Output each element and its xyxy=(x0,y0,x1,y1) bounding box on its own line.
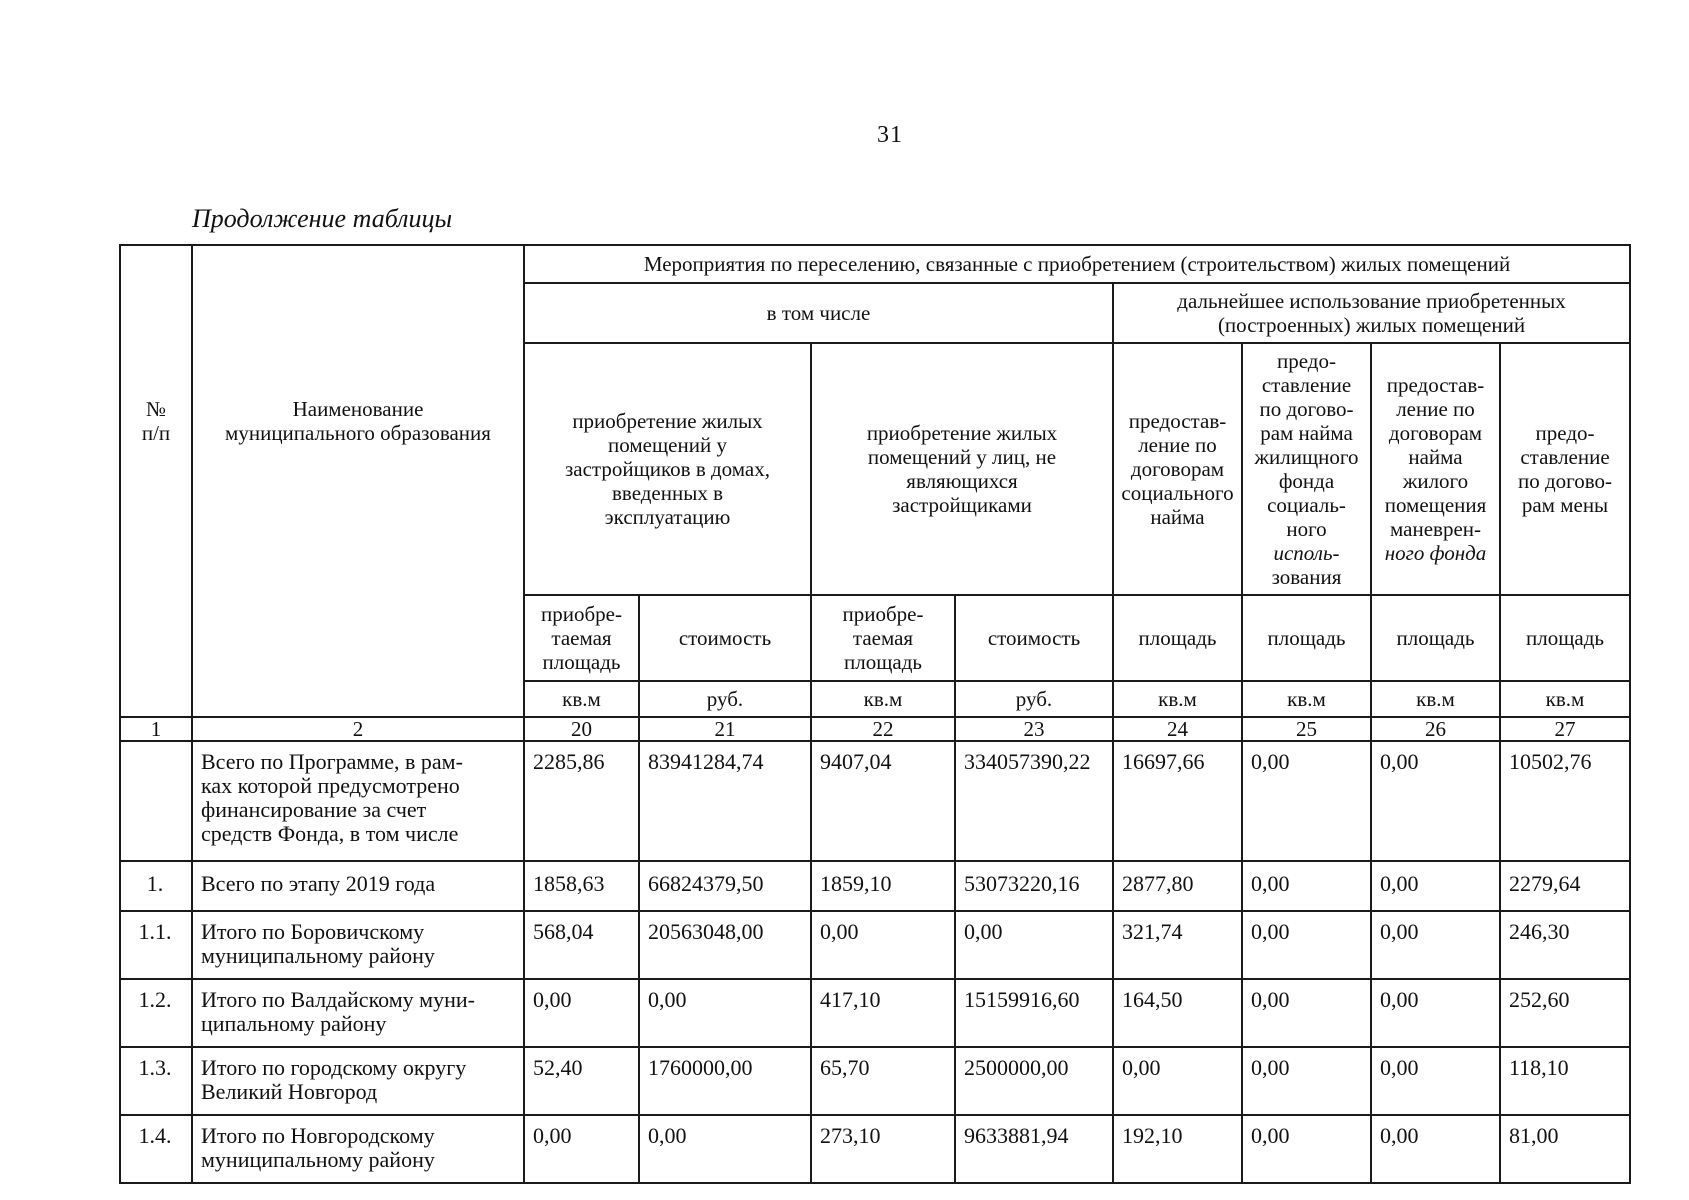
colnum-25: 25 xyxy=(1242,717,1371,741)
unit-24: кв.м xyxy=(1113,681,1242,717)
colnum-20: 20 xyxy=(524,717,639,741)
colnum-21: 21 xyxy=(639,717,811,741)
colnum-26: 26 xyxy=(1371,717,1500,741)
header-name-cont xyxy=(192,595,524,717)
header-desc-social-use: предо- ставление по догово- рам найма жилищного фонда социаль- ного исполь- зования xyxy=(1242,343,1371,595)
header-desc-exchange: предо- ставление по догово- рам мены xyxy=(1500,343,1630,595)
table-row: 1.2. Итого по Валдайскому муни- ципальному району 0,00 0,00 417,10 15159916,60 164,50 0,00 0,00 252,60 xyxy=(120,979,1630,1047)
table-row: Всего по Программе, в рам- ках которой предусмотрено финансирование за счет средств Фонда, в том числе 2285,86 83941284,74 9407,04 334057390,22 16697,66 0,00 0,00 10502,76 xyxy=(120,741,1630,861)
header-acq-area-2: приобре- таемая площадь xyxy=(811,595,955,681)
colnum-24: 24 xyxy=(1113,717,1242,741)
unit-27: кв.м xyxy=(1500,681,1630,717)
header-num-cont xyxy=(120,595,192,717)
page-number: 31 xyxy=(877,122,903,148)
header-name: Наименование муниципального образования xyxy=(192,245,524,595)
table-row: 1.4. Итого по Новгородскому муниципальному району 0,00 0,00 273,10 9633881,94 192,10 0,00 0,00 81,00 xyxy=(120,1115,1630,1183)
table-row: 1.1. Итого по Боровичскому муниципальному району 568,04 20563048,00 0,00 0,00 321,74 0,00 0,00 246,30 xyxy=(120,911,1630,979)
row-name: Итого по Новгородскому муниципальному району xyxy=(192,1115,524,1183)
continuation-label: Продолжение таблицы xyxy=(192,204,453,233)
header-cost-b: стоимость xyxy=(955,595,1113,681)
row-name: Всего по Программе, в рам- ках которой предусмотрено финансирование за счет средств Фонда, в том числе xyxy=(192,741,524,861)
row-name: Итого по городскому округу Великий Новгород xyxy=(192,1047,524,1115)
colnum-2: 2 xyxy=(192,717,524,741)
row-name: Итого по Боровичскому муниципальному району xyxy=(192,911,524,979)
row-name: Всего по этапу 2019 года xyxy=(192,861,524,911)
colnum-22: 22 xyxy=(811,717,955,741)
header-desc-maneuver: предостав- ление по договорам найма жилого помещения маневрен- ного фонда xyxy=(1371,343,1500,595)
header-area-27: площадь xyxy=(1500,595,1630,681)
resettlement-table xyxy=(119,244,1631,596)
header-desc-social: предостав- ление по договорам социального найма xyxy=(1113,343,1242,595)
header-desc-nondevelopers: приобретение жилых помещений у лиц, не являющихся застройщиками xyxy=(811,343,1113,595)
header-area-26: площадь xyxy=(1371,595,1500,681)
colnum-23: 23 xyxy=(955,717,1113,741)
header-cost-a: стоимость xyxy=(639,595,811,681)
header-further-use: дальнейшее использование приобретенных (построенных) жилых помещений xyxy=(1113,283,1630,343)
unit-23: руб. xyxy=(955,681,1113,717)
resettlement-table-body xyxy=(119,594,1631,1184)
header-area-25: площадь xyxy=(1242,595,1371,681)
unit-21: руб. xyxy=(639,681,811,717)
header-group-title: Мероприятия по переселению, связанные с приобретением (строительством) жилых помещений xyxy=(524,245,1630,283)
header-area-24: площадь xyxy=(1113,595,1242,681)
unit-20: кв.м xyxy=(524,681,639,717)
row-name: Итого по Валдайскому муни- ципальному району xyxy=(192,979,524,1047)
table-row: 1.3. Итого по городскому округу Великий Новгород 52,40 1760000,00 65,70 2500000,00 0,00 0,00 0,00 118,10 xyxy=(120,1047,1630,1115)
unit-22: кв.м xyxy=(811,681,955,717)
header-num: № п/п xyxy=(120,245,192,595)
table-row: 1. Всего по этапу 2019 года 1858,63 66824379,50 1859,10 53073220,16 2877,80 0,00 0,00 2279,64 xyxy=(120,861,1630,911)
header-desc-developers: приобретение жилых помещений у застройщиков в домах, введенных в эксплуатацию xyxy=(524,343,811,595)
unit-25: кв.м xyxy=(1242,681,1371,717)
header-acq-area-1: приобре- таемая площадь xyxy=(524,595,639,681)
header-including: в том числе xyxy=(524,283,1113,343)
unit-26: кв.м xyxy=(1371,681,1500,717)
colnum-1: 1 xyxy=(120,717,192,741)
colnum-27: 27 xyxy=(1500,717,1630,741)
